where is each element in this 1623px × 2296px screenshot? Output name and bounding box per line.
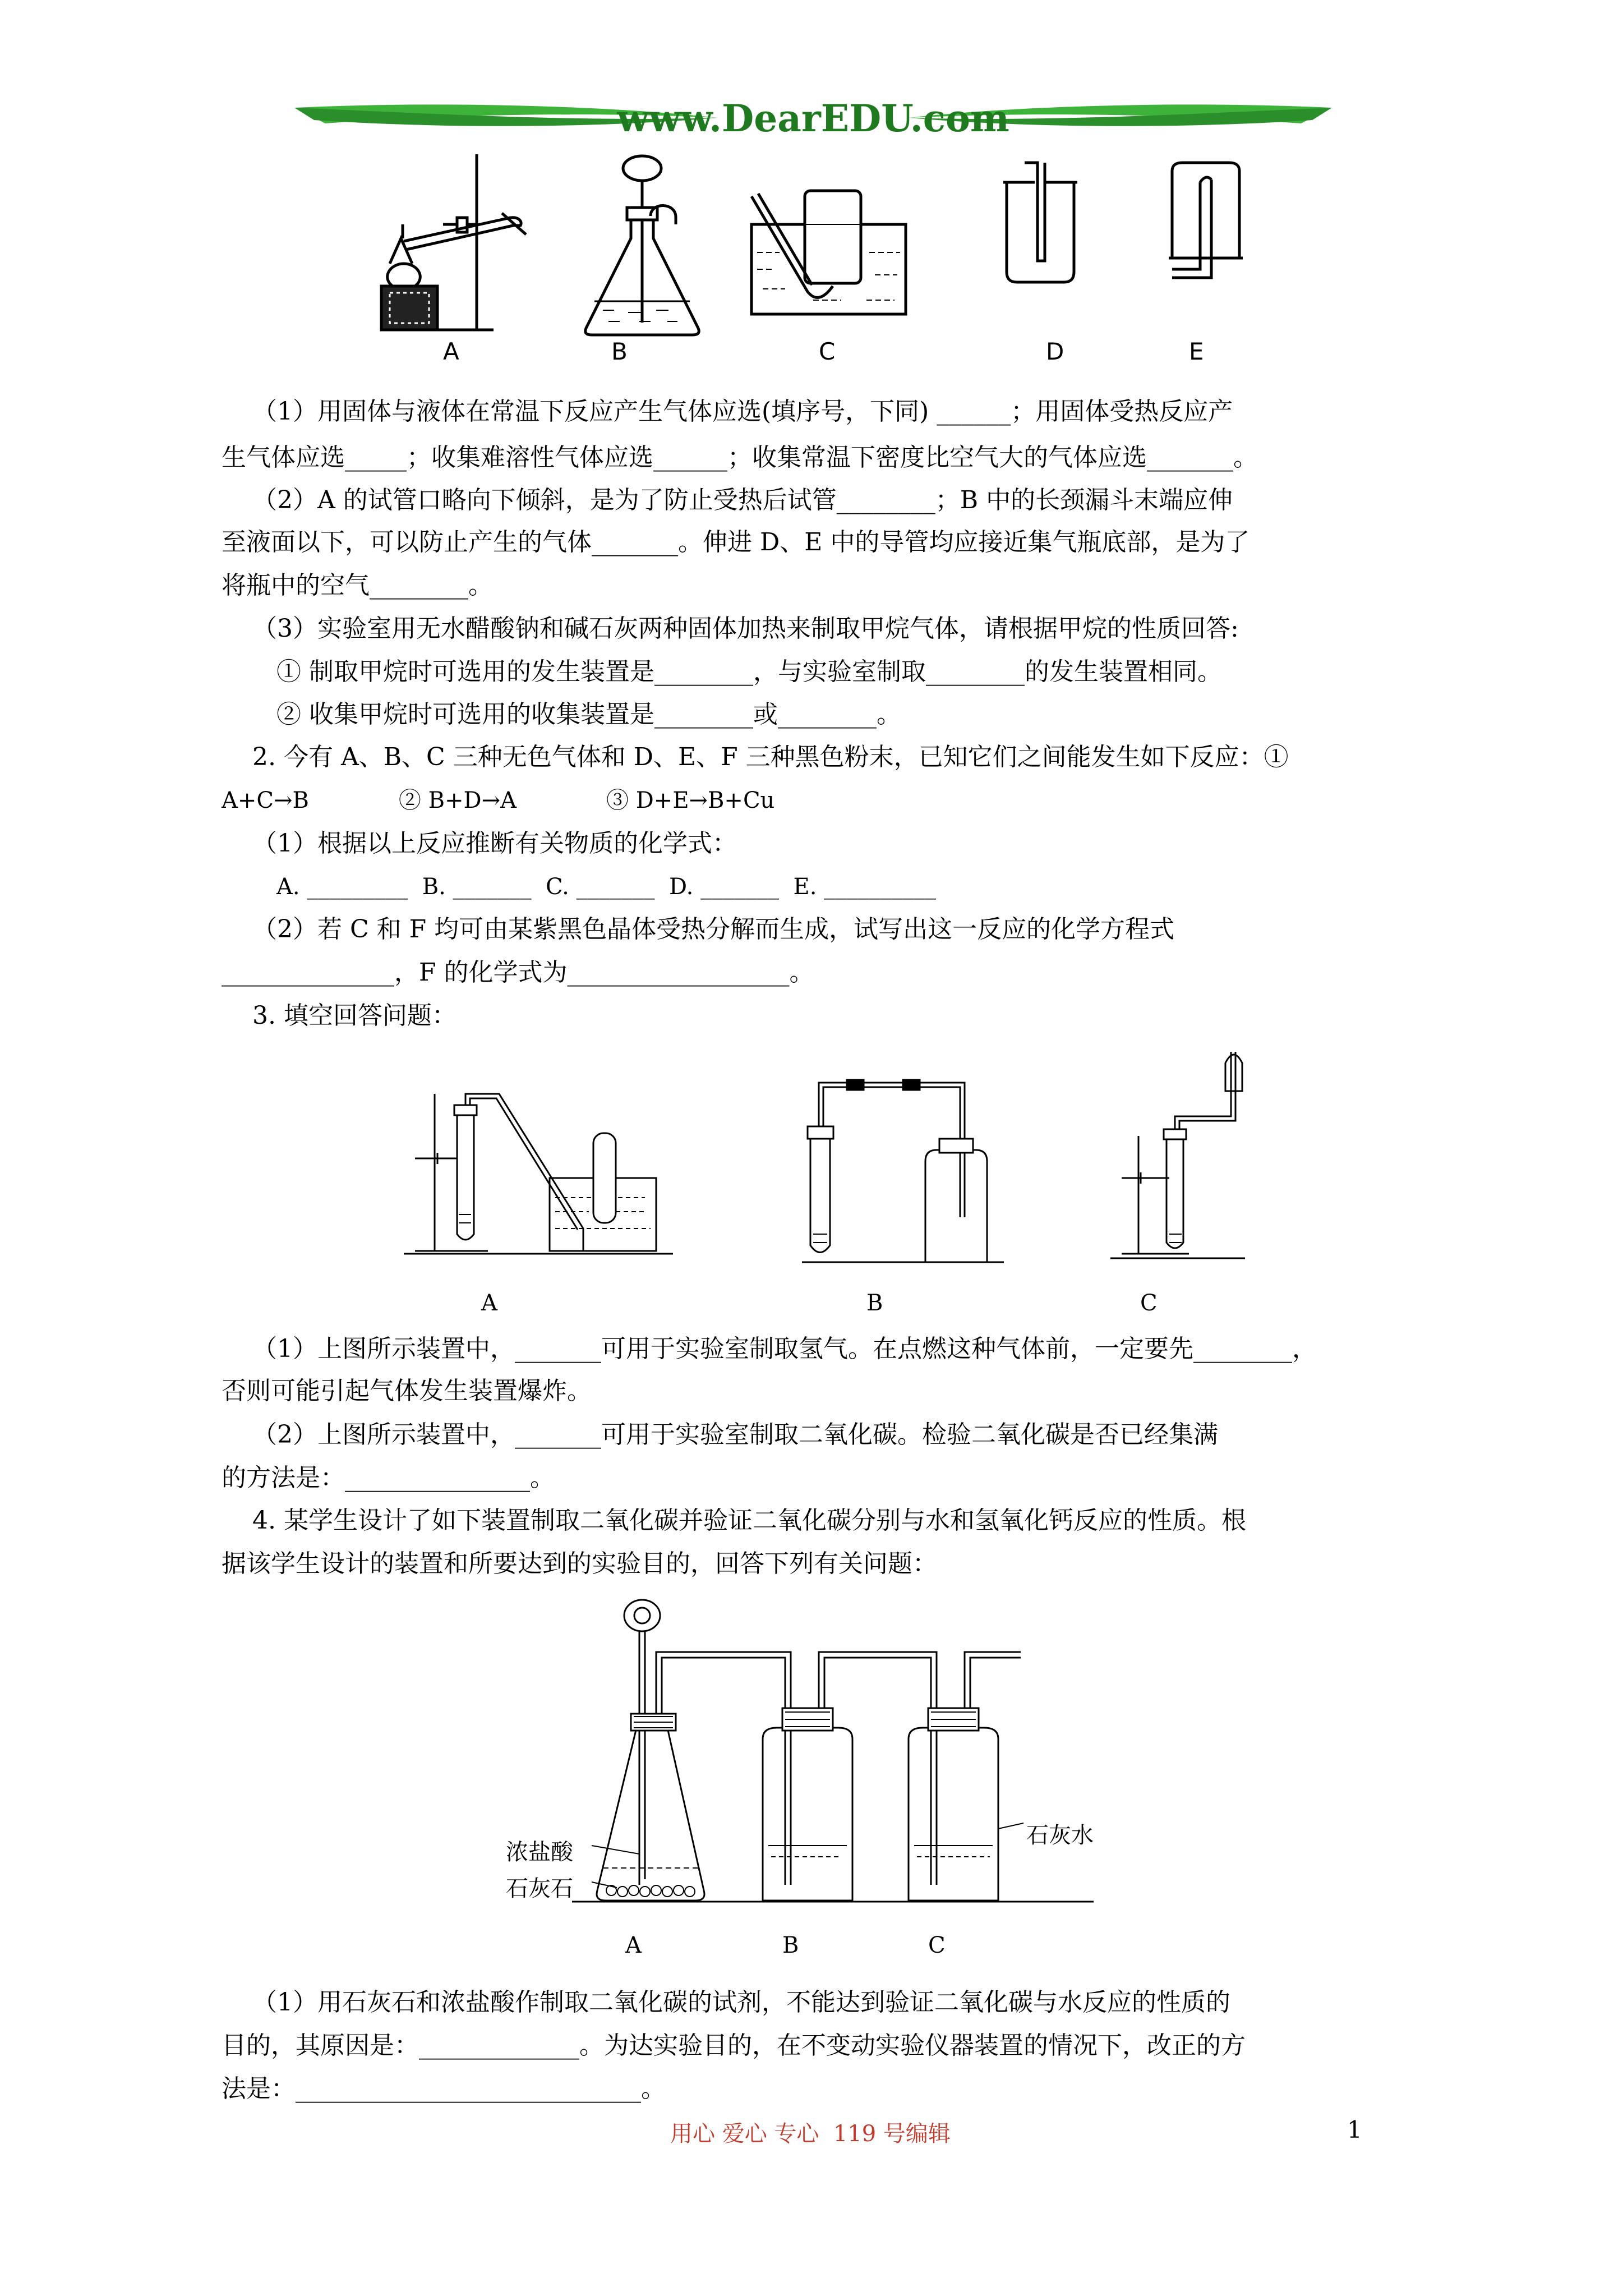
q4-label-c: C xyxy=(928,1932,946,1958)
apparatus-d-gas-jar xyxy=(1001,160,1080,289)
apparatus-a-heating-tube xyxy=(359,151,527,337)
q3-label-b: B xyxy=(866,1290,883,1316)
logo-text: www.DearEDU.com xyxy=(617,96,1009,140)
q4-line-3: （1）用石灰石和浓盐酸作制取二氧化碳的试剂，不能达到验证二氧化碳与水反应的性质的 xyxy=(252,1988,1230,2017)
q3-line-2: （1）上图所示装置中，_______可用于实验室制取氢气。在点燃这种气体前，一定要先________， xyxy=(252,1335,1317,1363)
fig1-label-e: E xyxy=(1189,338,1204,365)
q1-line-5: 将瓶中的空气________。 xyxy=(222,571,493,600)
q2-line-3: （1）根据以上反应推断有关物质的化学式： xyxy=(252,829,737,858)
q2-line-6: ______________，F 的化学式为__________________。 xyxy=(222,958,814,987)
fig1-label-c: C xyxy=(819,338,836,365)
fig1-label-d: D xyxy=(1046,338,1064,365)
q1-line-6: （3）实验室用无水醋酸钠和碱石灰两种固体加热来制取甲烷气体，请根据甲烷的性质回答: xyxy=(252,614,1239,643)
q4-line-2: 据该学生设计的装置和所要达到的实验目的，回答下列有关问题： xyxy=(222,1549,937,1578)
footer-note: 用心 爱心 专心 119 号编辑 xyxy=(670,2121,951,2147)
apparatus-b-conical-flask xyxy=(578,154,707,339)
q3-apparatus-c xyxy=(1105,1046,1273,1262)
q3-apparatus-a xyxy=(404,1083,673,1262)
fig1-label-a: A xyxy=(443,338,459,365)
q2-line-4: A. _________ B. _______ C. _______ D. _______ E. __________ xyxy=(276,874,937,900)
page-number: 1 xyxy=(1347,2116,1362,2143)
q3-line-5: 的方法是：_______________。 xyxy=(222,1464,555,1492)
apparatus-e-inverted-gas-jar xyxy=(1161,160,1251,289)
apparatus-c-water-trough xyxy=(746,191,914,320)
q3-label-a: A xyxy=(481,1290,497,1316)
q3-line-4: （2）上图所示装置中，_______可用于实验室制取二氧化碳。检验二氧化碳是否已经集满 xyxy=(252,1420,1218,1449)
q4-line-5: 法是：____________________________。 xyxy=(222,2074,666,2103)
label-limestone: 石灰石 xyxy=(506,1876,573,1902)
q3-label-c: C xyxy=(1140,1290,1158,1316)
q3-line-3: 否则可能引起气体发生装置爆炸。 xyxy=(222,1377,592,1405)
fig1-label-b: B xyxy=(611,338,628,365)
q4-label-a: A xyxy=(625,1932,642,1958)
q2-line-1: 2. 今有 A、B、C 三种无色气体和 D、E、F 三种黑色粉末，已知它们之间能发生如下反应：① xyxy=(252,743,1289,771)
label-concentrated-hcl: 浓盐酸 xyxy=(506,1839,573,1865)
q4-line-4: 目的，其原因是：_____________。为达实验目的，在不变动实验仪器装置的情况下，改正的方 xyxy=(222,2031,1246,2060)
q3-apparatus-b xyxy=(796,1077,1009,1262)
q1-line-1: （1）用固体与液体在常温下反应产生气体应选(填序号，下同) ______；用固体受热反应产 xyxy=(252,397,1233,426)
q2-line-5: （2）若 C 和 F 均可由某紫黑色晶体受热分解而生成，试写出这一反应的化学方程式 xyxy=(252,915,1175,944)
site-logo xyxy=(292,95,1335,146)
q2-line-2: A+C→B ② B+D→A ③ D+E→B+Cu xyxy=(222,788,775,813)
q4-apparatus-series xyxy=(555,1593,1116,1913)
q1-line-4: 至液面以下，可以防止产生的气体_______。伸进 D、E 中的导管均应接近集气瓶底部，是为了 xyxy=(222,528,1250,556)
q1-line-7: ① 制取甲烷时可选用的发生装置是________，与实验室制取________的发生装置相同。 xyxy=(276,657,1222,686)
q4-label-b: B xyxy=(782,1932,799,1958)
q1-line-8: ② 收集甲烷时可选用的收集装置是________或________。 xyxy=(276,700,901,729)
q3-line-1: 3. 填空回答问题： xyxy=(252,1001,457,1030)
q1-line-3: （2）A 的试管口略向下倾斜，是为了防止受热后试管________；B 中的长颈漏斗末端应伸 xyxy=(252,486,1233,514)
q1-line-2: 生气体应选_____；收集难溶性气体应选______；收集常温下密度比空气大的气体应选_______。 xyxy=(222,443,1258,472)
q4-line-1: 4. 某学生设计了如下装置制取二氧化碳并验证二氧化碳分别与水和氢氧化钙反应的性质。根 xyxy=(252,1506,1246,1535)
label-limewater: 石灰水 xyxy=(1026,1823,1094,1848)
